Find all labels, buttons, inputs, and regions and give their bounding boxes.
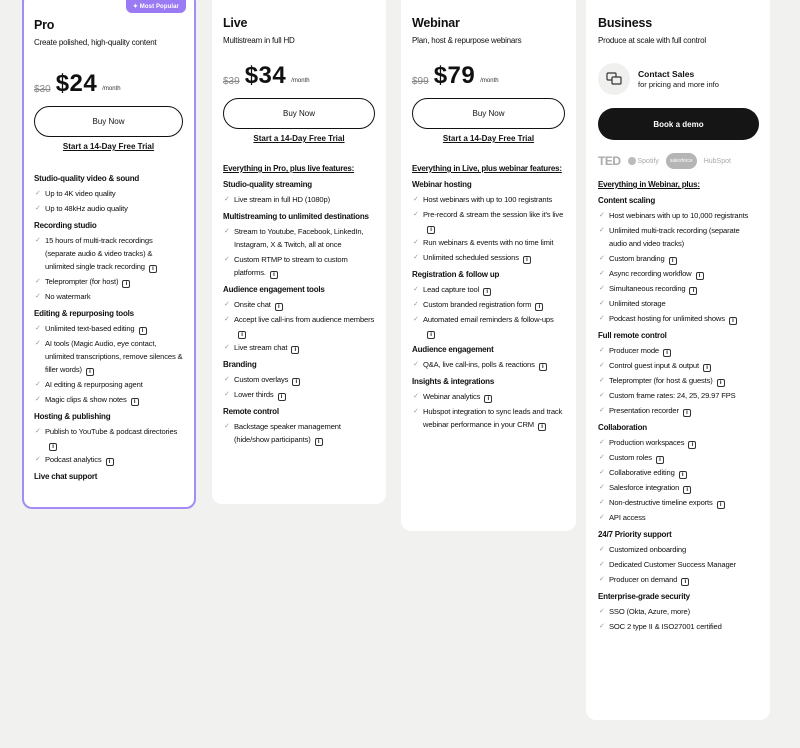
feature-item xyxy=(598,558,759,571)
feature-text: Unlimited storage xyxy=(609,299,666,308)
feature-item xyxy=(598,543,759,556)
feature-list xyxy=(34,173,183,482)
info-icon[interactable]: i xyxy=(535,303,543,311)
feature-group-title: Editing & repurposing tools xyxy=(34,309,134,318)
feature-group-title: Webinar hosting xyxy=(412,180,472,189)
check-icon: ✓ xyxy=(599,270,605,277)
plan-card-business xyxy=(586,0,770,720)
feature-item xyxy=(598,267,759,280)
most-popular-badge: ✦ Most Popular xyxy=(126,0,186,13)
check-icon: ✓ xyxy=(599,546,605,553)
feature-text: Producer mode xyxy=(609,346,659,355)
feature-item xyxy=(34,322,183,335)
check-icon: ✓ xyxy=(599,255,605,262)
feature-text: Podcast hosting for unlimited shows xyxy=(609,314,725,323)
check-icon: ✓ xyxy=(599,392,605,399)
features-intro: Everything in Webinar, plus: xyxy=(598,180,700,189)
feature-item xyxy=(412,313,565,339)
feature-text: Lower thirds xyxy=(234,390,274,399)
feature-text: Live stream in full HD (1080p) xyxy=(234,195,330,204)
info-icon[interactable]: i xyxy=(292,378,300,386)
check-icon: ✓ xyxy=(599,623,605,630)
info-icon[interactable]: i xyxy=(688,441,696,449)
price-row xyxy=(223,62,375,90)
info-icon[interactable]: i xyxy=(483,288,491,296)
feature-item xyxy=(34,393,183,406)
plan-name: Business xyxy=(598,16,652,30)
feature-item xyxy=(598,451,759,464)
feature-text: Publish to YouTube & podcast directories xyxy=(45,427,178,436)
info-icon[interactable]: i xyxy=(122,280,130,288)
info-icon[interactable]: i xyxy=(729,317,737,325)
feature-group-title: Enterprise-grade security xyxy=(598,592,690,601)
check-icon: ✓ xyxy=(599,347,605,354)
plan-description: Plan, host & repurpose webinars xyxy=(412,36,522,45)
feature-text: SSO (Okta, Azure, more) xyxy=(609,607,690,616)
check-icon: ✓ xyxy=(599,608,605,615)
feature-item xyxy=(598,620,759,633)
features-intro: Everything in Live, plus webinar features: xyxy=(412,164,562,173)
feature-group-title: Hosting & publishing xyxy=(34,412,111,421)
check-icon: ✓ xyxy=(599,454,605,461)
feature-text: Async recording workflow xyxy=(609,269,692,278)
feature-group-title: Insights & integrations xyxy=(412,377,495,386)
feature-item xyxy=(223,388,375,401)
feature-group-title: Studio-quality streaming xyxy=(223,180,312,189)
feature-text: Custom roles xyxy=(609,453,652,462)
feature-group-title: Remote control xyxy=(223,407,279,416)
contact-sales[interactable] xyxy=(598,63,759,95)
feature-text: Accept live call-ins from audience members xyxy=(234,315,375,324)
spotify-icon xyxy=(628,157,636,165)
check-icon: ✓ xyxy=(224,376,230,383)
feature-group-title: Collaboration xyxy=(598,423,647,432)
feature-text: Q&A, live call-ins, polls & reactions xyxy=(423,360,535,369)
old-price: $99 xyxy=(412,76,429,87)
feature-item xyxy=(34,290,183,303)
info-icon[interactable]: i xyxy=(484,395,492,403)
check-icon: ✓ xyxy=(35,205,41,212)
info-icon[interactable]: i xyxy=(681,578,689,586)
feature-text: Non-destructive timeline exports xyxy=(609,498,713,507)
feature-item xyxy=(223,341,375,354)
info-icon[interactable]: i xyxy=(270,271,278,279)
check-icon: ✓ xyxy=(35,190,41,197)
feature-text: Run webinars & events with no time limit xyxy=(423,238,554,247)
feature-item xyxy=(598,359,759,372)
info-icon[interactable]: i xyxy=(717,501,725,509)
check-icon: ✓ xyxy=(413,286,419,293)
info-icon[interactable]: i xyxy=(427,331,435,339)
price: $24 xyxy=(55,70,98,97)
feature-item xyxy=(223,193,375,206)
feature-text: Simultaneous recording xyxy=(609,284,686,293)
feature-item xyxy=(412,405,565,431)
free-trial-link[interactable]: Start a 14-Day Free Trial xyxy=(253,134,345,143)
info-icon[interactable]: i xyxy=(131,398,139,406)
contact-sales-subtitle: for pricing and more info xyxy=(638,80,719,89)
info-icon[interactable]: i xyxy=(539,363,547,371)
check-icon: ✓ xyxy=(224,391,230,398)
price-period: /month xyxy=(291,78,310,84)
info-icon[interactable]: i xyxy=(523,256,531,264)
price-row xyxy=(34,70,183,98)
check-icon: ✓ xyxy=(224,344,230,351)
feature-group-title: Multistreaming to unlimited destinations xyxy=(223,212,369,221)
feature-list xyxy=(598,179,759,633)
plan-card-webinar xyxy=(401,0,576,531)
feature-text: Unlimited scheduled sessions xyxy=(423,253,519,262)
info-icon[interactable]: i xyxy=(86,368,94,376)
feature-group-title: Audience engagement tools xyxy=(223,285,325,294)
check-icon: ✓ xyxy=(413,393,419,400)
old-price: $30 xyxy=(34,84,51,95)
feature-text: Presentation recorder xyxy=(609,406,679,415)
feature-item xyxy=(598,252,759,265)
feature-item xyxy=(34,425,183,451)
check-icon: ✓ xyxy=(35,381,41,388)
feature-text: Lead capture tool xyxy=(423,285,480,294)
feature-item xyxy=(223,298,375,311)
feature-item xyxy=(34,275,183,288)
feature-group-title: Full remote control xyxy=(598,331,667,340)
info-icon[interactable]: i xyxy=(278,393,286,401)
info-icon[interactable]: i xyxy=(139,327,147,335)
feature-text: Magic clips & show notes xyxy=(45,395,127,404)
feature-text: Producer on demand xyxy=(609,575,678,584)
info-icon[interactable]: i xyxy=(683,409,691,417)
feature-text: AI tools (Magic Audio, eye contact, unlimited transcriptions, remove silences & filler words) xyxy=(45,339,183,374)
price-period: /month xyxy=(102,86,121,92)
info-icon[interactable]: i xyxy=(315,438,323,446)
feature-text: Up to 4K video quality xyxy=(45,189,116,198)
feature-item xyxy=(598,573,759,586)
feature-item xyxy=(598,605,759,618)
feature-text: Collaborative editing xyxy=(609,468,675,477)
check-icon: ✓ xyxy=(413,254,419,261)
info-icon[interactable]: i xyxy=(679,471,687,479)
feature-item xyxy=(598,389,759,402)
customer-logos xyxy=(598,153,759,169)
feature-text: API access xyxy=(609,513,646,522)
feature-text: Control guest input & output xyxy=(609,361,699,370)
feature-list xyxy=(223,163,375,446)
feature-text: 15 hours of multi-track recordings (separate audio & video tracks) & unlimited single track recording xyxy=(45,236,153,271)
plan-description: Create polished, high-quality content xyxy=(34,38,157,47)
feature-item xyxy=(223,253,375,279)
spotify-logo: Spotify xyxy=(628,157,659,165)
check-icon: ✓ xyxy=(35,278,41,285)
info-icon[interactable]: i xyxy=(669,257,677,265)
check-icon: ✓ xyxy=(413,211,419,218)
plan-card-pro xyxy=(22,0,196,509)
check-icon: ✓ xyxy=(599,576,605,583)
info-icon[interactable]: i xyxy=(683,486,691,494)
feature-item xyxy=(598,496,759,509)
check-icon: ✓ xyxy=(599,212,605,219)
plan-name: Webinar xyxy=(412,16,460,30)
check-icon: ✓ xyxy=(35,428,41,435)
feature-text: Backstage speaker management (hide/show participants) xyxy=(234,422,341,444)
feature-text: Host webinars with up to 100 registrants xyxy=(423,195,553,204)
feature-list xyxy=(412,163,565,431)
feature-text: Customized onboarding xyxy=(609,545,687,554)
feature-item xyxy=(598,297,759,310)
feature-item xyxy=(598,466,759,479)
feature-item xyxy=(598,209,759,222)
hubspot-logo: HubSpot xyxy=(703,157,731,165)
feature-item xyxy=(412,236,565,249)
ted-logo: TED xyxy=(598,154,621,168)
feature-item xyxy=(34,202,183,215)
feature-group-title: Audience engagement xyxy=(412,345,494,354)
info-icon[interactable]: i xyxy=(291,346,299,354)
check-icon: ✓ xyxy=(599,484,605,491)
check-icon: ✓ xyxy=(413,361,419,368)
feature-text: Live stream chat xyxy=(234,343,288,352)
feature-text: Salesforce integration xyxy=(609,483,680,492)
check-icon: ✓ xyxy=(413,196,419,203)
buy-now-button[interactable]: Buy Now xyxy=(412,98,565,129)
feature-item xyxy=(412,298,565,311)
feature-item xyxy=(223,225,375,251)
feature-item xyxy=(598,312,759,325)
feature-text: SOC 2 type II & ISO27001 certified xyxy=(609,622,722,631)
check-icon: ✓ xyxy=(599,439,605,446)
buy-now-button[interactable]: Buy Now xyxy=(223,98,375,129)
info-icon[interactable]: i xyxy=(703,364,711,372)
check-icon: ✓ xyxy=(599,499,605,506)
check-icon: ✓ xyxy=(413,408,419,415)
feature-text: Teleprompter (for host) xyxy=(45,277,119,286)
price: $79 xyxy=(433,62,476,89)
feature-item xyxy=(223,313,375,339)
feature-item xyxy=(34,234,183,273)
check-icon: ✓ xyxy=(599,315,605,322)
feature-text: Custom frame rates: 24, 25, 29.97 FPS xyxy=(609,391,736,400)
feature-item xyxy=(598,404,759,417)
feature-text: Podcast analytics xyxy=(45,455,102,464)
info-icon[interactable]: i xyxy=(106,458,114,466)
feature-group-title: 24/7 Priority support xyxy=(598,530,672,539)
info-icon[interactable]: i xyxy=(49,443,57,451)
check-icon: ✓ xyxy=(224,301,230,308)
feature-group-title: Content scaling xyxy=(598,196,656,205)
plan-description: Produce at scale with full control xyxy=(598,36,706,45)
feature-text: Production workspaces xyxy=(609,438,685,447)
check-icon: ✓ xyxy=(35,396,41,403)
book-demo-button[interactable]: Book a demo xyxy=(598,108,759,140)
feature-item xyxy=(412,283,565,296)
feature-text: Stream to Youtube, Facebook, LinkedIn, Instagram, X & Twitch, all at once xyxy=(234,227,364,249)
feature-item xyxy=(412,358,565,371)
feature-item xyxy=(34,453,183,466)
check-icon: ✓ xyxy=(35,325,41,332)
feature-item xyxy=(223,373,375,386)
check-icon: ✓ xyxy=(599,561,605,568)
check-icon: ✓ xyxy=(35,340,41,347)
check-icon: ✓ xyxy=(599,514,605,521)
price-row xyxy=(412,62,565,90)
feature-text: Onsite chat xyxy=(234,300,271,309)
buy-now-button[interactable]: Buy Now xyxy=(34,106,183,137)
feature-text: Custom RTMP to stream to custom platforms. xyxy=(234,255,348,277)
feature-item xyxy=(34,337,183,376)
info-icon[interactable]: i xyxy=(663,349,671,357)
feature-text: Hubspot integration to sync leads and track webinar performance in your CRM xyxy=(423,407,563,429)
salesforce-logo: salesforce xyxy=(666,153,697,169)
free-trial-link[interactable]: Start a 14-Day Free Trial xyxy=(442,134,535,143)
check-icon: ✓ xyxy=(35,456,41,463)
check-icon: ✓ xyxy=(599,285,605,292)
feature-group-title: Recording studio xyxy=(34,221,97,230)
check-icon: ✓ xyxy=(599,469,605,476)
info-icon[interactable]: i xyxy=(538,423,546,431)
feature-text: Unlimited multi-track recording (separate audio and video tracks) xyxy=(609,226,740,248)
feature-item xyxy=(34,187,183,200)
feature-text: No watermark xyxy=(45,292,91,301)
plan-description: Multistream in full HD xyxy=(223,36,295,45)
feature-item xyxy=(598,374,759,387)
feature-text: Webinar analytics xyxy=(423,392,481,401)
info-icon[interactable]: i xyxy=(689,287,697,295)
free-trial-link[interactable]: Start a 14-Day Free Trial xyxy=(62,142,155,151)
plan-card-live xyxy=(212,0,386,504)
info-icon[interactable]: i xyxy=(275,303,283,311)
feature-item xyxy=(598,481,759,494)
feature-item xyxy=(34,378,183,391)
check-icon: ✓ xyxy=(35,237,41,244)
check-icon: ✓ xyxy=(599,377,605,384)
feature-group-title: Live chat support xyxy=(34,472,98,481)
feature-group-title: Studio-quality video & sound xyxy=(34,174,140,183)
info-icon[interactable]: i xyxy=(717,379,725,387)
feature-item xyxy=(598,282,759,295)
price: $34 xyxy=(244,62,287,89)
check-icon: ✓ xyxy=(413,316,419,323)
features-intro: Everything in Pro, plus live features: xyxy=(223,164,355,173)
feature-group-title: Branding xyxy=(223,360,257,369)
check-icon: ✓ xyxy=(224,228,230,235)
check-icon: ✓ xyxy=(224,316,230,323)
check-icon: ✓ xyxy=(599,227,605,234)
feature-item xyxy=(598,224,759,250)
feature-item xyxy=(412,251,565,264)
check-icon: ✓ xyxy=(413,239,419,246)
feature-text: Pre-record & stream the session like it's live xyxy=(423,210,564,219)
old-price: $39 xyxy=(223,76,240,87)
check-icon: ✓ xyxy=(599,407,605,414)
price-period: /month xyxy=(480,78,499,84)
feature-text: Host webinars with up to 10,000 registrants xyxy=(609,211,749,220)
feature-item xyxy=(412,208,565,234)
contact-sales-title: Contact Sales xyxy=(638,69,695,79)
check-icon: ✓ xyxy=(224,256,230,263)
feature-text: Automated email reminders & follow-ups xyxy=(423,315,554,324)
check-icon: ✓ xyxy=(599,362,605,369)
feature-text: Teleprompter (for host & guests) xyxy=(609,376,713,385)
feature-item xyxy=(598,511,759,524)
feature-text: Custom branded registration form xyxy=(423,300,532,309)
feature-item xyxy=(598,436,759,449)
check-icon: ✓ xyxy=(224,423,230,430)
feature-text: Custom branding xyxy=(609,254,665,263)
feature-text: Dedicated Customer Success Manager xyxy=(609,560,737,569)
check-icon: ✓ xyxy=(413,301,419,308)
check-icon: ✓ xyxy=(224,196,230,203)
check-icon: ✓ xyxy=(35,293,41,300)
feature-item xyxy=(598,344,759,357)
info-icon[interactable]: i xyxy=(427,226,435,234)
info-icon[interactable]: i xyxy=(656,456,664,464)
feature-item xyxy=(412,193,565,206)
chat-bubbles-icon xyxy=(598,63,630,95)
feature-item xyxy=(223,420,375,446)
feature-text: Unlimited text-based editing xyxy=(45,324,135,333)
feature-item xyxy=(412,390,565,403)
info-icon[interactable]: i xyxy=(696,272,704,280)
feature-text: Custom overlays xyxy=(234,375,289,384)
info-icon[interactable]: i xyxy=(149,265,157,273)
feature-group-title: Registration & follow up xyxy=(412,270,500,279)
plan-name: Pro xyxy=(34,18,55,32)
check-icon: ✓ xyxy=(599,300,605,307)
feature-text: Up to 48kHz audio quality xyxy=(45,204,128,213)
feature-text: AI editing & repurposing agent xyxy=(45,380,143,389)
info-icon[interactable]: i xyxy=(238,331,246,339)
plan-name: Live xyxy=(223,16,248,30)
